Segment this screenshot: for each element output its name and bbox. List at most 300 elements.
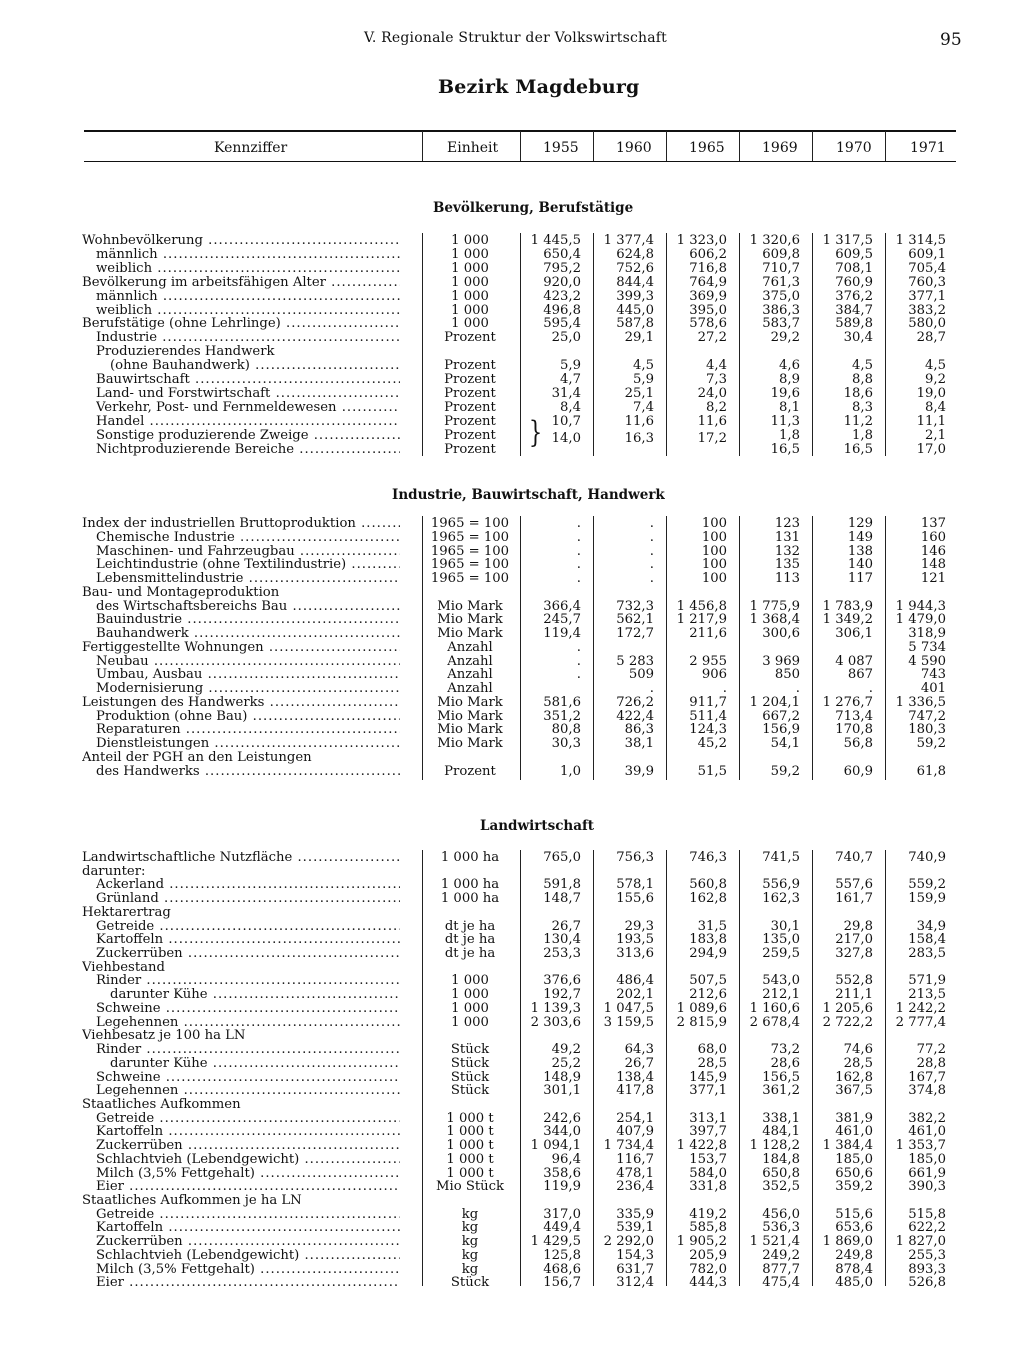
table-row — [0, 851, 1024, 865]
cell-1971: 382,2 — [908, 1110, 946, 1126]
cell-1970: 708,1 — [835, 260, 873, 276]
row-unit: Stück — [450, 1042, 490, 1058]
cell-1970: 28,5 — [843, 1055, 873, 1071]
row-label: Produktion (ohne Bau) ..... — [96, 710, 400, 724]
cell-1970: 461,0 — [835, 1124, 873, 1140]
row-label: Viehbestand — [82, 960, 165, 975]
cell-1970: 1 349,2 — [822, 612, 873, 628]
cell-1955: 119,9 — [543, 1179, 581, 1195]
cell-1971: 28,7 — [916, 330, 946, 346]
cell-1960: 417,8 — [616, 1083, 654, 1099]
cell-1969: 1 775,9 — [749, 598, 800, 614]
row-label: Wohnbevölkerung ..... — [82, 234, 400, 248]
cell-1965: 377,1 — [689, 1083, 727, 1099]
cell-1970: 359,2 — [835, 1179, 873, 1195]
table-row — [0, 1057, 1024, 1071]
cell-1970: 211,1 — [835, 987, 873, 1003]
cell-1960: . — [649, 516, 654, 531]
cell-1970: 74,6 — [843, 1042, 873, 1058]
cell-1955: . — [576, 667, 581, 683]
cell-1960: 154,3 — [616, 1247, 654, 1263]
col-header-1970: 1970 — [836, 140, 872, 156]
cell-1969: 135,0 — [762, 932, 800, 948]
cell-1970: 1 869,0 — [822, 1234, 873, 1250]
cell-1970: 650,6 — [835, 1165, 873, 1181]
row-unit: 1 000 ha — [440, 891, 500, 907]
cell-1960: 86,3 — [624, 722, 654, 738]
cell-1970: 367,5 — [835, 1083, 873, 1099]
cell-1971: 11,1 — [916, 413, 946, 429]
table-row — [0, 1139, 1024, 1153]
cell-1971: 374,8 — [908, 1083, 946, 1099]
cell-1969: 1 128,2 — [749, 1138, 800, 1154]
row-label: Bau- und Montageproduktion — [82, 585, 280, 600]
cell-1965: 444,3 — [689, 1275, 727, 1291]
table-row — [0, 276, 1024, 290]
cell-1960: 64,3 — [624, 1042, 654, 1058]
cell-1965: 11,6 — [697, 413, 727, 429]
row-label: Bauindustrie ..... — [96, 613, 400, 627]
row-unit: Stück — [450, 1069, 490, 1085]
row-unit: dt je ha — [444, 932, 496, 948]
cell-1969: 741,5 — [762, 850, 800, 865]
cell-1971: 158,4 — [908, 932, 946, 948]
cell-1970: 1 276,7 — [822, 694, 873, 710]
row-label: Umbau, Ausbau ..... — [96, 668, 400, 682]
cell-1969: 375,0 — [762, 288, 800, 304]
cell-1955: 25,2 — [551, 1055, 581, 1071]
cell-1965: 395,0 — [689, 302, 727, 318]
cell-1970: 1 317,5 — [822, 233, 873, 248]
cell-1971: 34,9 — [916, 918, 946, 934]
row-label: Staatliches Aufkommen — [82, 1097, 241, 1112]
cell-1955: 4,7 — [560, 372, 581, 387]
cell-1971: 893,3 — [908, 1261, 946, 1277]
cell-1960: 11,6 — [624, 413, 654, 429]
row-unit: kg — [461, 1234, 479, 1250]
cell-1969: 30,1 — [770, 918, 800, 934]
cell-1960: . — [649, 529, 654, 545]
cell-1955: 96,4 — [551, 1151, 581, 1167]
cell-1955: . — [576, 516, 581, 531]
cell-1955: 1 139,3 — [530, 1000, 581, 1016]
row-label: Fertiggestellte Wohnungen ..... — [82, 641, 400, 655]
cell-1971: 661,9 — [908, 1165, 946, 1181]
cell-1969: 850 — [774, 667, 800, 683]
cell-1960: 4,5 — [633, 358, 654, 374]
cell-1969: 28,6 — [770, 1055, 800, 1071]
table-row — [0, 1084, 1024, 1098]
column-rule — [812, 131, 813, 161]
row-label: Modernisierung ..... — [96, 682, 400, 696]
row-label: Eier ..... — [96, 1180, 400, 1194]
cell-1971: 1 242,2 — [895, 1000, 946, 1016]
cell-1960: 312,4 — [616, 1275, 654, 1291]
row-label: Bauwirtschaft ..... — [96, 373, 400, 387]
cell-1970: 327,8 — [835, 946, 873, 962]
cell-1971: 1 353,7 — [895, 1138, 946, 1154]
cell-1969: 162,3 — [762, 891, 800, 907]
cell-1971: 28,8 — [916, 1055, 946, 1071]
row-unit: Anzahl — [447, 639, 493, 655]
cell-1971: 59,2 — [916, 736, 946, 751]
cell-1971: 461,0 — [908, 1124, 946, 1140]
row-label: Zuckerrüben ..... — [96, 1139, 400, 1153]
cell-1969: 19,6 — [770, 385, 800, 401]
merged-cell: 17,2 — [697, 431, 727, 446]
row-unit: Stück — [450, 1275, 490, 1291]
cell-1965: 145,9 — [689, 1069, 727, 1085]
cell-1970: 162,8 — [835, 1069, 873, 1085]
cell-1960: . — [649, 557, 654, 573]
row-label: Reparaturen ..... — [96, 723, 400, 737]
cell-1955: 8,4 — [560, 399, 581, 415]
row-unit: 1 000 — [451, 246, 489, 262]
cell-1955: . — [576, 571, 581, 586]
cell-1960: 5 283 — [616, 653, 654, 669]
cell-1971: 1 336,5 — [895, 694, 946, 710]
row-label: Schlachtvieh (Lebendgewicht) ..... — [96, 1153, 400, 1167]
cell-1969: 361,2 — [762, 1083, 800, 1099]
cell-1970: 249,8 — [835, 1247, 873, 1263]
cell-1955: 449,4 — [543, 1220, 581, 1236]
cell-1960: 29,3 — [624, 918, 654, 934]
col-header-1955: 1955 — [543, 140, 579, 156]
cell-1965: 746,3 — [689, 850, 727, 865]
cell-1965: 294,9 — [689, 946, 727, 962]
cell-1965: 584,0 — [689, 1165, 727, 1181]
row-label: Kartoffeln ..... — [96, 1221, 400, 1235]
cell-1965: 782,0 — [689, 1261, 727, 1277]
cell-1955: . — [576, 653, 581, 669]
cell-1960: 116,7 — [616, 1151, 654, 1167]
row-unit: Mio Mark — [437, 598, 503, 614]
cell-1971: 159,9 — [908, 891, 946, 907]
cell-1960: 1 377,4 — [603, 233, 654, 248]
table-row — [0, 1153, 1024, 1167]
cell-1970: 129 — [847, 516, 873, 531]
row-label: Kartoffeln ..... — [96, 1125, 400, 1139]
cell-1955: 25,0 — [551, 330, 581, 346]
cell-1970: 867 — [847, 667, 873, 683]
cell-1965: 2 955 — [689, 653, 727, 669]
section-title-landwirtschaft: Landwirtschaft — [480, 818, 595, 834]
cell-1960: 254,1 — [616, 1110, 654, 1126]
cell-1960: 29,1 — [624, 330, 654, 346]
table-row — [0, 1194, 1024, 1208]
merged-cell: 14,0 — [551, 431, 581, 446]
row-unit: Prozent — [444, 763, 496, 779]
table-row — [0, 331, 1024, 345]
cell-1970: 161,7 — [835, 891, 873, 907]
cell-1971: 255,3 — [908, 1247, 946, 1263]
cell-1955: 366,4 — [543, 598, 581, 614]
cell-1970: 552,8 — [835, 973, 873, 989]
cell-1965: 716,8 — [689, 260, 727, 276]
row-unit: kg — [461, 1261, 479, 1277]
row-label: des Wirtschaftsbereichs Bau ..... — [96, 600, 400, 614]
cell-1955: 245,7 — [543, 612, 581, 628]
cell-1960: 539,1 — [616, 1220, 654, 1236]
cell-1955: 125,8 — [543, 1247, 581, 1263]
row-unit: 1 000 t — [446, 1110, 494, 1126]
cell-1971: 167,7 — [908, 1069, 946, 1085]
row-unit: Mio Mark — [437, 722, 503, 738]
cell-1970: 117 — [847, 571, 873, 586]
row-label: Verkehr, Post- und Fernmeldewesen ..... — [96, 401, 400, 415]
cell-1955: 317,0 — [543, 1206, 581, 1222]
row-label: Kartoffeln ..... — [96, 933, 400, 947]
cell-1970: 713,4 — [835, 708, 873, 724]
cell-1969: 386,3 — [762, 302, 800, 318]
cell-1969: 54,1 — [770, 736, 800, 751]
row-label: Leistungen des Handwerks ..... — [82, 696, 400, 710]
cell-1955: 1 445,5 — [530, 233, 581, 248]
cell-1960: 3 159,5 — [603, 1014, 654, 1030]
table-row — [0, 1043, 1024, 1057]
cell-1971: 559,2 — [908, 877, 946, 893]
row-label: Berufstätige (ohne Lehrlinge) ..... — [82, 317, 400, 331]
cell-1969: 300,6 — [762, 626, 800, 641]
merged-cell: 16,3 — [624, 431, 654, 446]
row-label: Landwirtschaftliche Nutzfläche ..... — [82, 851, 400, 865]
cell-1960: 578,1 — [616, 877, 654, 893]
table-row — [0, 627, 1024, 641]
cell-1955: 148,9 — [543, 1069, 581, 1085]
row-unit: dt je ha — [444, 946, 496, 962]
cell-1971: 2,1 — [925, 427, 946, 443]
cell-1965: 578,6 — [689, 316, 727, 332]
cell-1965: 397,7 — [689, 1124, 727, 1140]
cell-1971: 743 — [920, 667, 946, 683]
cell-1970: 485,0 — [835, 1275, 873, 1291]
table-row — [0, 906, 1024, 920]
cell-1971: 1 314,5 — [895, 233, 946, 248]
table-row — [0, 641, 1024, 655]
table-row — [0, 1276, 1024, 1290]
section-title-bevoelkerung: Bevölkerung, Berufstätige — [433, 200, 634, 216]
cell-1965: 31,5 — [697, 918, 727, 934]
cell-1969: 8,9 — [779, 372, 800, 387]
cell-1960: 1 047,5 — [603, 1000, 654, 1016]
column-rule — [422, 131, 423, 161]
cell-1969: 184,8 — [762, 1151, 800, 1167]
cell-1969: 2 678,4 — [749, 1014, 800, 1030]
cell-1960: 2 292,0 — [603, 1234, 654, 1250]
cell-1965: 211,6 — [689, 626, 727, 641]
cell-1971: 160 — [920, 529, 946, 545]
cell-1960: 407,9 — [616, 1124, 654, 1140]
cell-1969: 1 160,6 — [749, 1000, 800, 1016]
row-unit: Anzahl — [447, 653, 493, 669]
cell-1970: 4 087 — [835, 653, 873, 669]
cell-1970: 589,8 — [835, 316, 873, 332]
cell-1969: 475,4 — [762, 1275, 800, 1291]
cell-1960: 486,4 — [616, 973, 654, 989]
cell-1969: 650,8 — [762, 1165, 800, 1181]
cell-1960: . — [649, 571, 654, 586]
cell-1969: 8,1 — [779, 399, 800, 415]
cell-1970: 384,7 — [835, 302, 873, 318]
page-number: 95 — [940, 30, 962, 50]
cell-1955: 423,2 — [543, 288, 581, 304]
cell-1955: . — [576, 557, 581, 573]
cell-1960: 155,6 — [616, 891, 654, 907]
cell-1955: 351,2 — [543, 708, 581, 724]
table-row — [0, 572, 1024, 586]
row-unit: kg — [461, 1247, 479, 1263]
row-unit: Prozent — [444, 427, 496, 443]
cell-1971: 740,9 — [908, 850, 946, 865]
running-head: V. Regionale Struktur der Volkswirtschaft — [364, 30, 667, 46]
table-row — [0, 401, 1024, 415]
row-label: Milch (3,5% Fettgehalt) ..... — [96, 1263, 400, 1277]
row-unit: 1965 = 100 — [430, 571, 510, 586]
row-label: Nichtproduzierende Bereiche ..... — [96, 443, 400, 457]
cell-1955: 358,6 — [543, 1165, 581, 1181]
row-label: Anteil der PGH an den Leistungen — [82, 750, 312, 765]
cell-1970: 170,8 — [835, 722, 873, 738]
row-label: Staatliches Aufkommen je ha LN — [82, 1194, 302, 1208]
cell-1971: 377,1 — [908, 288, 946, 304]
column-rule — [666, 131, 667, 161]
cell-1965: 100 — [701, 557, 727, 573]
cell-1965: 100 — [701, 543, 727, 559]
cell-1955: 119,4 — [543, 626, 581, 641]
row-label: männlich ..... — [96, 248, 400, 262]
cell-1965: 100 — [701, 571, 727, 586]
cell-1971: 213,5 — [908, 987, 946, 1003]
table-row — [0, 765, 1024, 779]
row-unit: Stück — [450, 1055, 490, 1071]
cell-1965: 28,5 — [697, 1055, 727, 1071]
cell-1965: 183,8 — [689, 932, 727, 948]
cell-1965: 205,9 — [689, 1247, 727, 1263]
cell-1965: 162,8 — [689, 891, 727, 907]
cell-1955: . — [576, 639, 581, 655]
row-unit: 1965 = 100 — [430, 543, 510, 559]
row-label: Industrie ..... — [96, 331, 400, 345]
cell-1970: . — [868, 681, 873, 696]
cell-1969: 135 — [774, 557, 800, 573]
cell-1960: 732,3 — [616, 598, 654, 614]
cell-1965: 911,7 — [689, 694, 727, 710]
row-unit: 1965 = 100 — [430, 516, 510, 531]
cell-1960: 38,1 — [624, 736, 654, 751]
cell-1955: 130,4 — [543, 932, 581, 948]
cell-1960: 752,6 — [616, 260, 654, 276]
cell-1969: 1,8 — [779, 427, 800, 443]
row-unit: Prozent — [444, 385, 496, 401]
cell-1971: 705,4 — [908, 260, 946, 276]
cell-1965: 2 815,9 — [676, 1014, 727, 1030]
row-unit: 1 000 ha — [440, 877, 500, 893]
cell-1955: 253,3 — [543, 946, 581, 962]
cell-1970: 1 384,4 — [822, 1138, 873, 1154]
row-label: Getreide ..... — [96, 1112, 400, 1126]
cell-1965: 511,4 — [689, 708, 727, 724]
cell-1971: 390,3 — [908, 1179, 946, 1195]
cell-1969: 1 368,4 — [749, 612, 800, 628]
row-unit: Mio Mark — [437, 694, 503, 710]
row-label: weiblich ..... — [96, 262, 400, 276]
row-label: Zuckerrüben ..... — [96, 1235, 400, 1249]
row-label: Schlachtvieh (Lebendgewicht) ..... — [96, 1249, 400, 1263]
cell-1970: 4,5 — [852, 358, 873, 374]
cell-1965: 1 323,0 — [676, 233, 727, 248]
table-row — [0, 248, 1024, 262]
row-unit: Prozent — [444, 358, 496, 374]
col-header-1969: 1969 — [762, 140, 798, 156]
table-row — [0, 751, 1024, 765]
cell-1969: 338,1 — [762, 1110, 800, 1126]
table-row — [0, 317, 1024, 331]
cell-1965: 27,2 — [697, 330, 727, 346]
cell-1960: 138,4 — [616, 1069, 654, 1085]
cell-1969: 156,9 — [762, 722, 800, 738]
cell-1960: 25,1 — [624, 385, 654, 401]
row-unit: kg — [461, 1206, 479, 1222]
cell-1965: 1 089,6 — [676, 1000, 727, 1016]
cell-1971: 515,8 — [908, 1206, 946, 1222]
row-label: Index der industriellen Bruttoproduktion ..... — [82, 517, 400, 531]
cell-1971: 17,0 — [916, 441, 946, 457]
row-unit: dt je ha — [444, 918, 496, 934]
column-rule — [885, 131, 886, 161]
cell-1955: 148,7 — [543, 891, 581, 907]
row-unit: 1 000 — [451, 316, 489, 332]
table-row — [0, 892, 1024, 906]
row-unit: Mio Mark — [437, 736, 503, 751]
row-unit: Mio Mark — [437, 626, 503, 641]
table-row — [0, 586, 1024, 600]
cell-1955: 26,7 — [551, 918, 581, 934]
cell-1971: 137 — [920, 516, 946, 531]
row-unit: 1 000 ha — [440, 850, 500, 865]
cell-1955: . — [576, 529, 581, 545]
cell-1965: 764,9 — [689, 274, 727, 290]
table-row — [0, 947, 1024, 961]
row-unit: 1 000 — [451, 288, 489, 304]
cell-1965: 8,2 — [706, 399, 727, 415]
row-unit: 1965 = 100 — [430, 557, 510, 573]
row-label: darunter Kühe ..... — [110, 988, 400, 1002]
cell-1969: . — [795, 681, 800, 696]
row-label: des Handwerks ..... — [96, 765, 400, 779]
row-unit: Prozent — [444, 330, 496, 346]
row-unit: 1 000 — [451, 233, 489, 248]
row-unit: Prozent — [444, 399, 496, 415]
cell-1965: 1 905,2 — [676, 1234, 727, 1250]
cell-1955: 10,7 — [551, 413, 581, 429]
cell-1965: 7,3 — [706, 372, 727, 387]
row-label: Getreide ..... — [96, 1208, 400, 1222]
cell-1969: 556,9 — [762, 877, 800, 893]
row-label: Lebensmittelindustrie ..... — [96, 572, 400, 586]
row-unit: Prozent — [444, 413, 496, 429]
table-row — [0, 290, 1024, 304]
cell-1969: 3 969 — [762, 653, 800, 669]
cell-1960: 445,0 — [616, 302, 654, 318]
cell-1970: 557,6 — [835, 877, 873, 893]
cell-1960: 5,9 — [633, 372, 654, 387]
table-row — [0, 345, 1024, 359]
row-label: Rinder ..... — [96, 974, 400, 988]
row-unit: Anzahl — [447, 681, 493, 696]
merged-row — [0, 432, 1024, 446]
cell-1971: 180,3 — [908, 722, 946, 738]
cell-1971: 283,5 — [908, 946, 946, 962]
